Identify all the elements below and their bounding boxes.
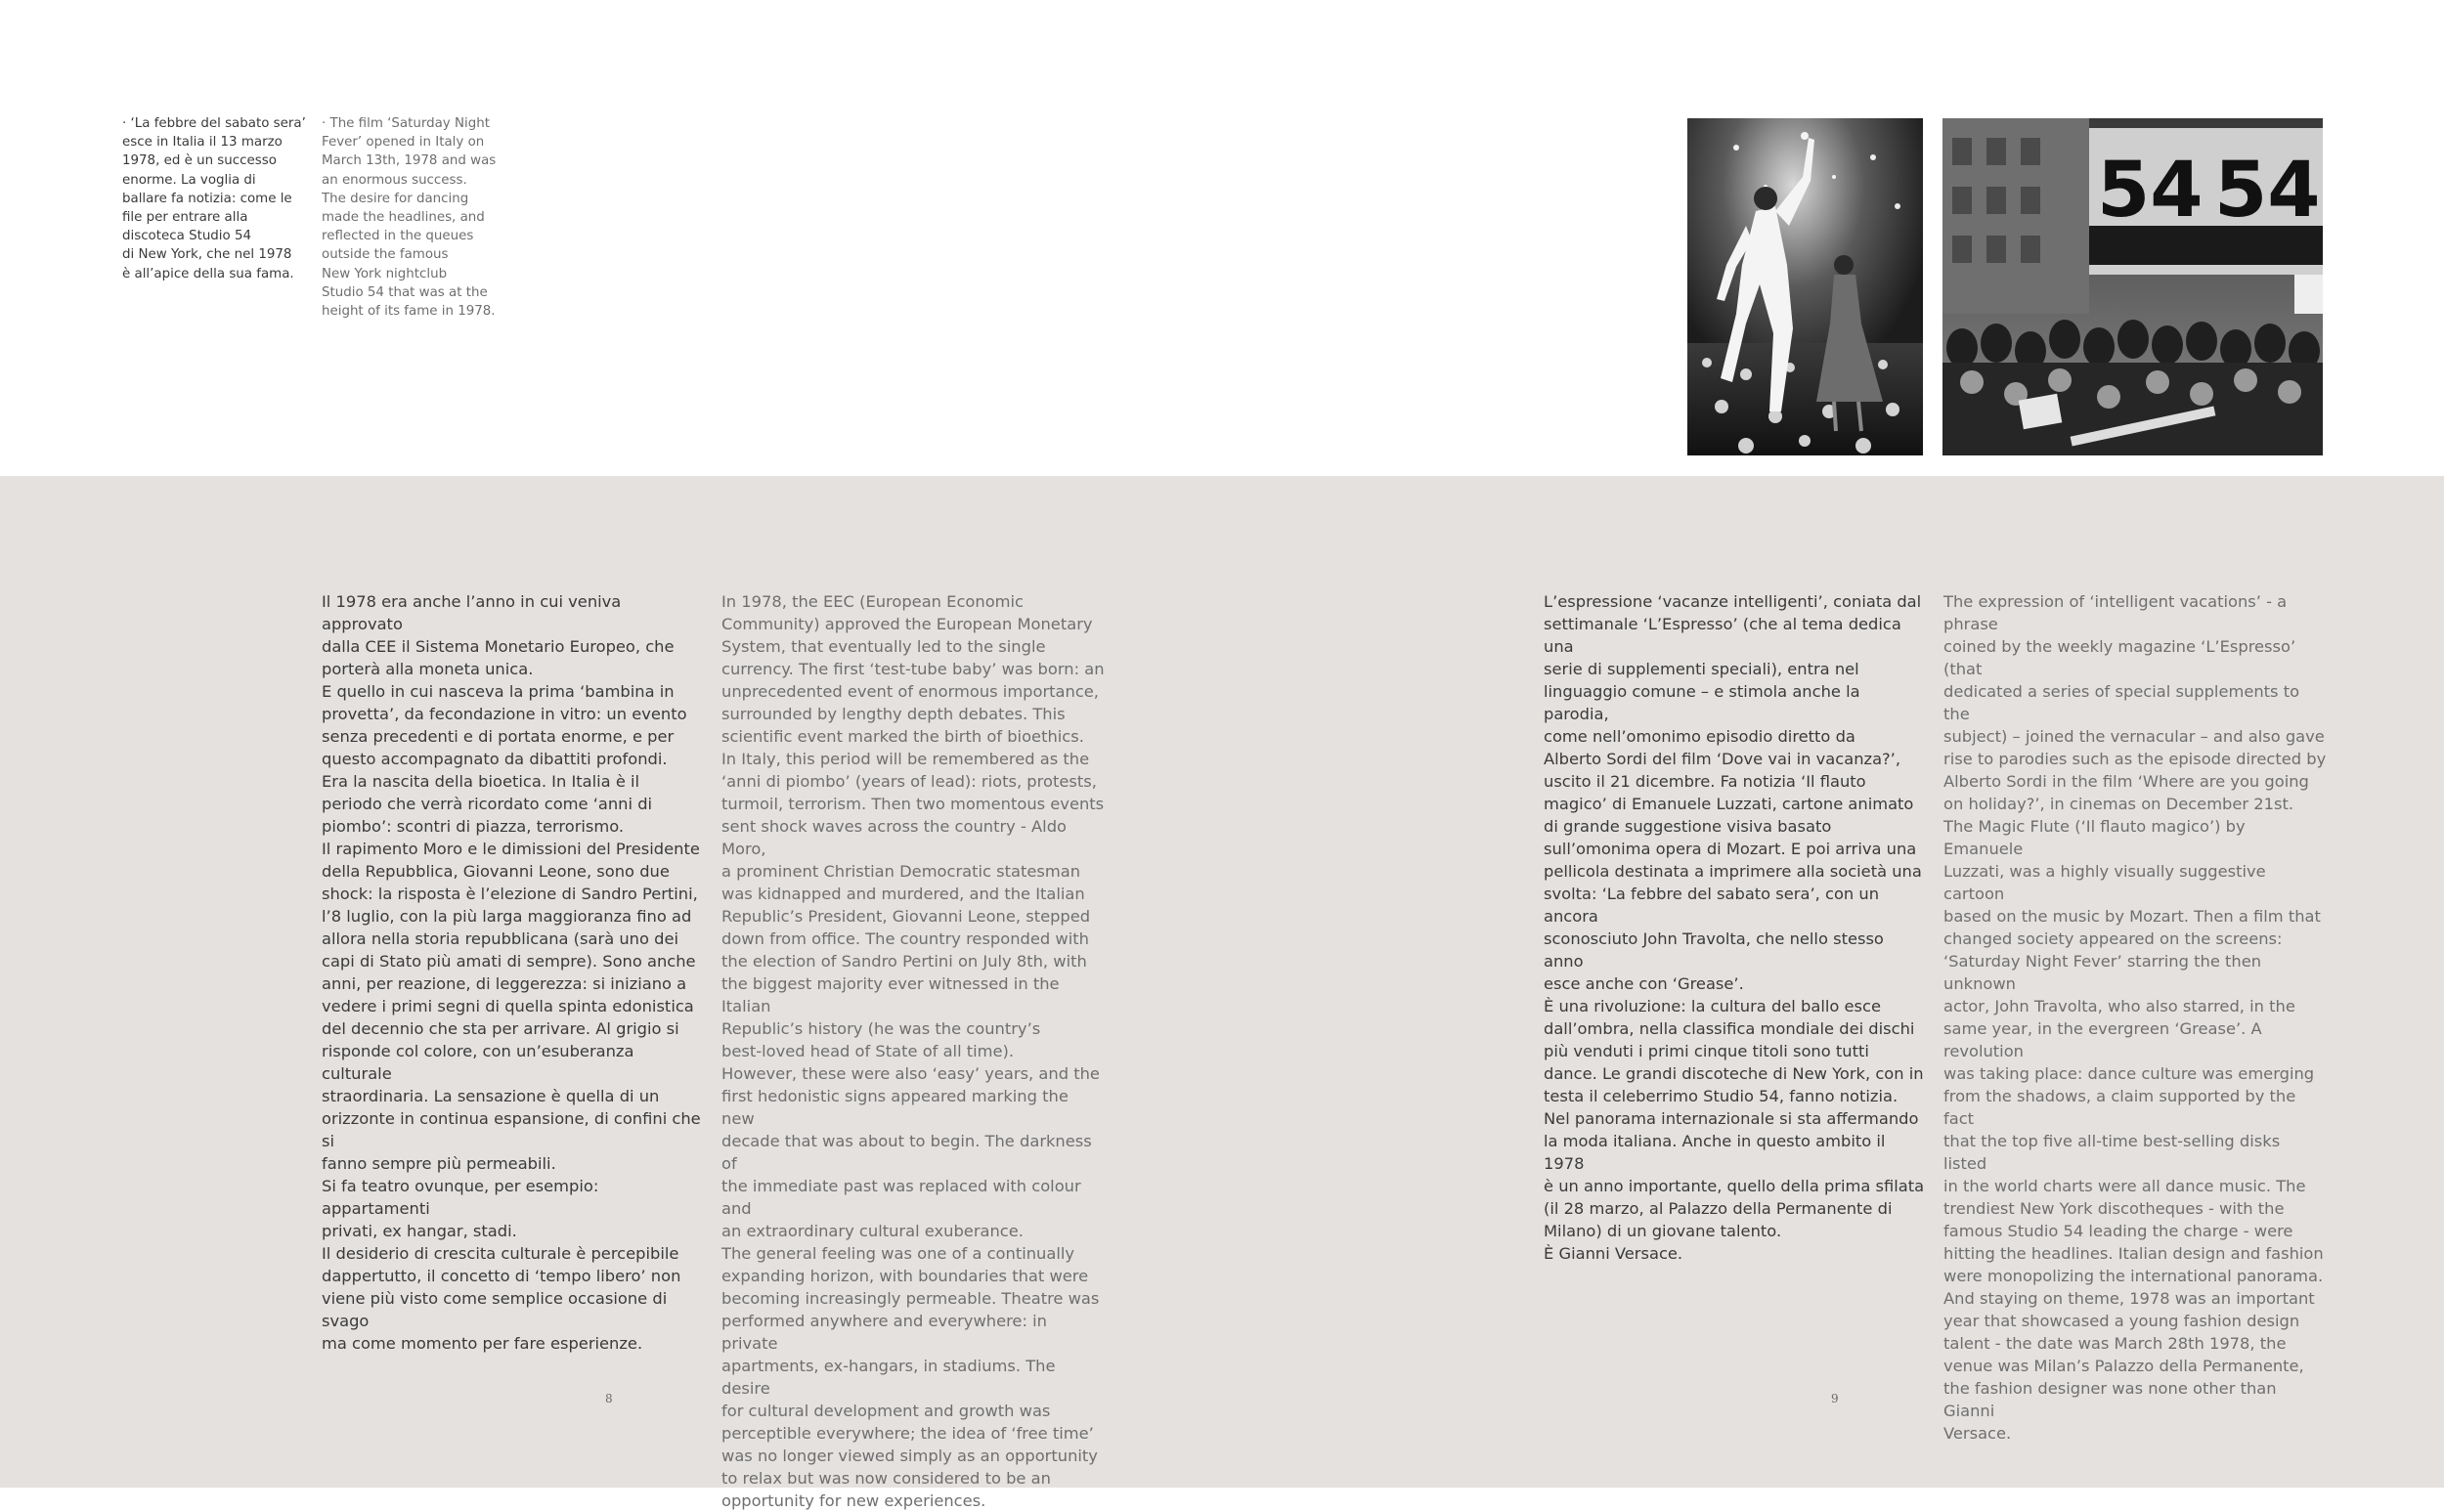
caption-italian: · ‘La febbre del sabato sera’ esce in Italia il 13 marzo 1978, ed è un successo enorme. La voglia di ballare fa notizia: come le file per entrare alla discoteca Studio 54 di New York, che nel 1978 è all’apice della sua fama. — [122, 116, 306, 281]
lower-page-area — [0, 476, 2444, 1510]
page-number-right: 9 — [1831, 1392, 1839, 1405]
dance-floor-photo-image — [1687, 118, 1923, 455]
studio-54-sign: 54 — [2097, 147, 2204, 235]
right-page-italian-text: L’espressione ‘vacanze intelligenti’, coniata dal settimanale ‘L’Espresso’ (che al tema dedica una serie di supplementi speciali), entra nel linguaggio comune – e stimola anche la parodia, come nell’omonimo episodio diretto da Alberto Sordi del film ‘Dove vai in vacanza?’, uscito il 21 dicembre. Fa notizia ‘Il flauto magico’ di Emanuele Luzzati, cartone animato di grande suggestione visiva basato sull’omonima opera di Mozart. E poi arriva una pellicola destinata a imprimere alla società una svolta: ‘La febbre del sabato sera’, con un ancora sconosciuto John Travolta, che nello stesso anno esce anche con ‘Grease’. È una rivoluzione: la cultura del ballo esce dall’ombra, nella classifica mondiale dei dischi più venduti i primi cinque titoli sono tutti dance. Le grandi discoteche di New York, con in testa il celeberrimo Studio 54, fanno notizia. Nel panorama internazionale si sta affermando la moda italiana. Anche in questo ambito il 1978 è un anno importante, quello della prima sfilata (il 28 marzo, al Palazzo della Permanente di Milano) di un giovane talento. È Gianni Versace. — [1544, 592, 1925, 1263]
left-page-italian-text: Il 1978 era anche l’anno in cui veniva approvato dalla CEE il Sistema Monetario Europeo, che porterà alla moneta unica. E quello in cui nasceva la prima ‘bambina in provetta’, da fecondazione in vitro: un evento senza precedenti e di portata enorme, e per questo accompagnato da dibattiti profondi. Era la nascita della bioetica. In Italia è il periodo che verrà ricordato come ‘anni di piombo’: scontri di piazza, terrorismo. Il rapimento Moro e le dimissioni del Presidente della Repubblica, Giovanni Leone, sono due shock: la risposta è l’elezione di Sandro Pertini, l’8 luglio, con la più larga maggioranza fino ad allora nella storia repubblicana (sarà uno dei capi di Stato più amati di sempre). Sono anche anni, per reazione, di leggerezza: si iniziano a vedere i primi segni di quella spinta edonistica del decennio che sta per arrivare. Al grigio si risponde col colore, con un’esuberanza culturale straordinaria. La sensazione è quella di un orizzonte in continua espansione, di confini che si fanno sempre più permeabili. Si fa teatro ovunque, per esempio: appartamenti privati, ex hangar, stadi. Il desiderio di crescita culturale è percepibile dappertutto, il concetto di ‘tempo libero’ non viene più visto come semplice occasione di svago ma come momento per fare esperienze. — [322, 592, 701, 1353]
upper-page-area — [0, 0, 2444, 476]
studio-54-queue-photo — [1942, 118, 2323, 455]
studio-54-queue-photo-image — [1942, 118, 2323, 455]
studio-54-sign-repeat: 54 — [2214, 147, 2321, 235]
page-number-left: 8 — [605, 1392, 613, 1405]
caption-english: · The film ‘Saturday Night Fever’ opened in Italy on March 13th, 1978 and was an enormous success. The desire for dancing made the headlines, and reflected in the queues outside the famous New York nightclub Studio 54 that was at the height of its fame in 1978. — [322, 116, 497, 320]
right-page-english-text: The expression of ‘intelligent vacations’ - a phrase coined by the weekly magazine ‘L’Espresso’ (that dedicated a series of special supplements to the subject) – joined the vernacular – and also gave rise to parodies such as the episode directed by Alberto Sordi in the film ‘Where are you going on holiday?’, in cinemas on December 21st. The Magic Flute (‘Il flauto magico’) by Emanuele Luzzati, was a highly visually suggestive cartoon based on the music by Mozart. Then a film that changed society appeared on the screens: ‘Saturday Night Fever’ starring the then unknown actor, John Travolta, who also starred, in the same year, in the evergreen ‘Grease’. A revolution was taking place: dance culture was emerging from the shadows, a claim supported by the fact that the top five all-time best-selling disks listed in the world charts were all dance music. The trendiest New York discotheques - with the famous Studio 54 leading the charge - were hitting the headlines. Italian design and fashion were monopolizing the international panorama. And staying on theme, 1978 was an important year that showcased a young fashion design talent - the date was March 28th 1978, the venue was Milan’s Palazzo della Permanente, the fashion designer was none other than Gianni Versace. — [1943, 592, 2327, 1443]
dance-floor-photo — [1687, 118, 1923, 455]
left-page-english-text: In 1978, the EEC (European Economic Community) approved the European Monetary System, that eventually led to the single currency. The first ‘test-tube baby’ was born: an unprecedented event of enormous importance, surrounded by lengthy depth debates. This scientific event marked the birth of bioethics. In Italy, this period will be remembered as the ‘anni di piombo’ (years of lead): riots, protests, turmoil, terrorism. Then two momentous events sent shock waves across the country - Aldo Moro, a prominent Christian Democratic statesman was kidnapped and murdered, and the Italian Republic’s President, Giovanni Leone, stepped down from office. The country responded with the election of Sandro Pertini on July 8th, with the biggest majority ever witnessed in the Italian Republic’s history (he was the country’s best-loved head of State of all time). However, these were also ‘easy’ years, and the first hedonistic signs appeared marking the new decade that was about to begin. The darkness of the immediate past was replaced with colour and an extraordinary cultural exuberance. The general feeling was one of a continually expanding horizon, with boundaries that were becoming increasingly permeable. Theatre was performed anywhere and everywhere: in private apartments, ex-hangars, in stadiums. The desire for cultural development and growth was perceptible everywhere; the idea of ‘free time’ was no longer viewed simply as an opportunity to relax but was now considered to be an opportunity for new experiences. — [721, 592, 1105, 1510]
